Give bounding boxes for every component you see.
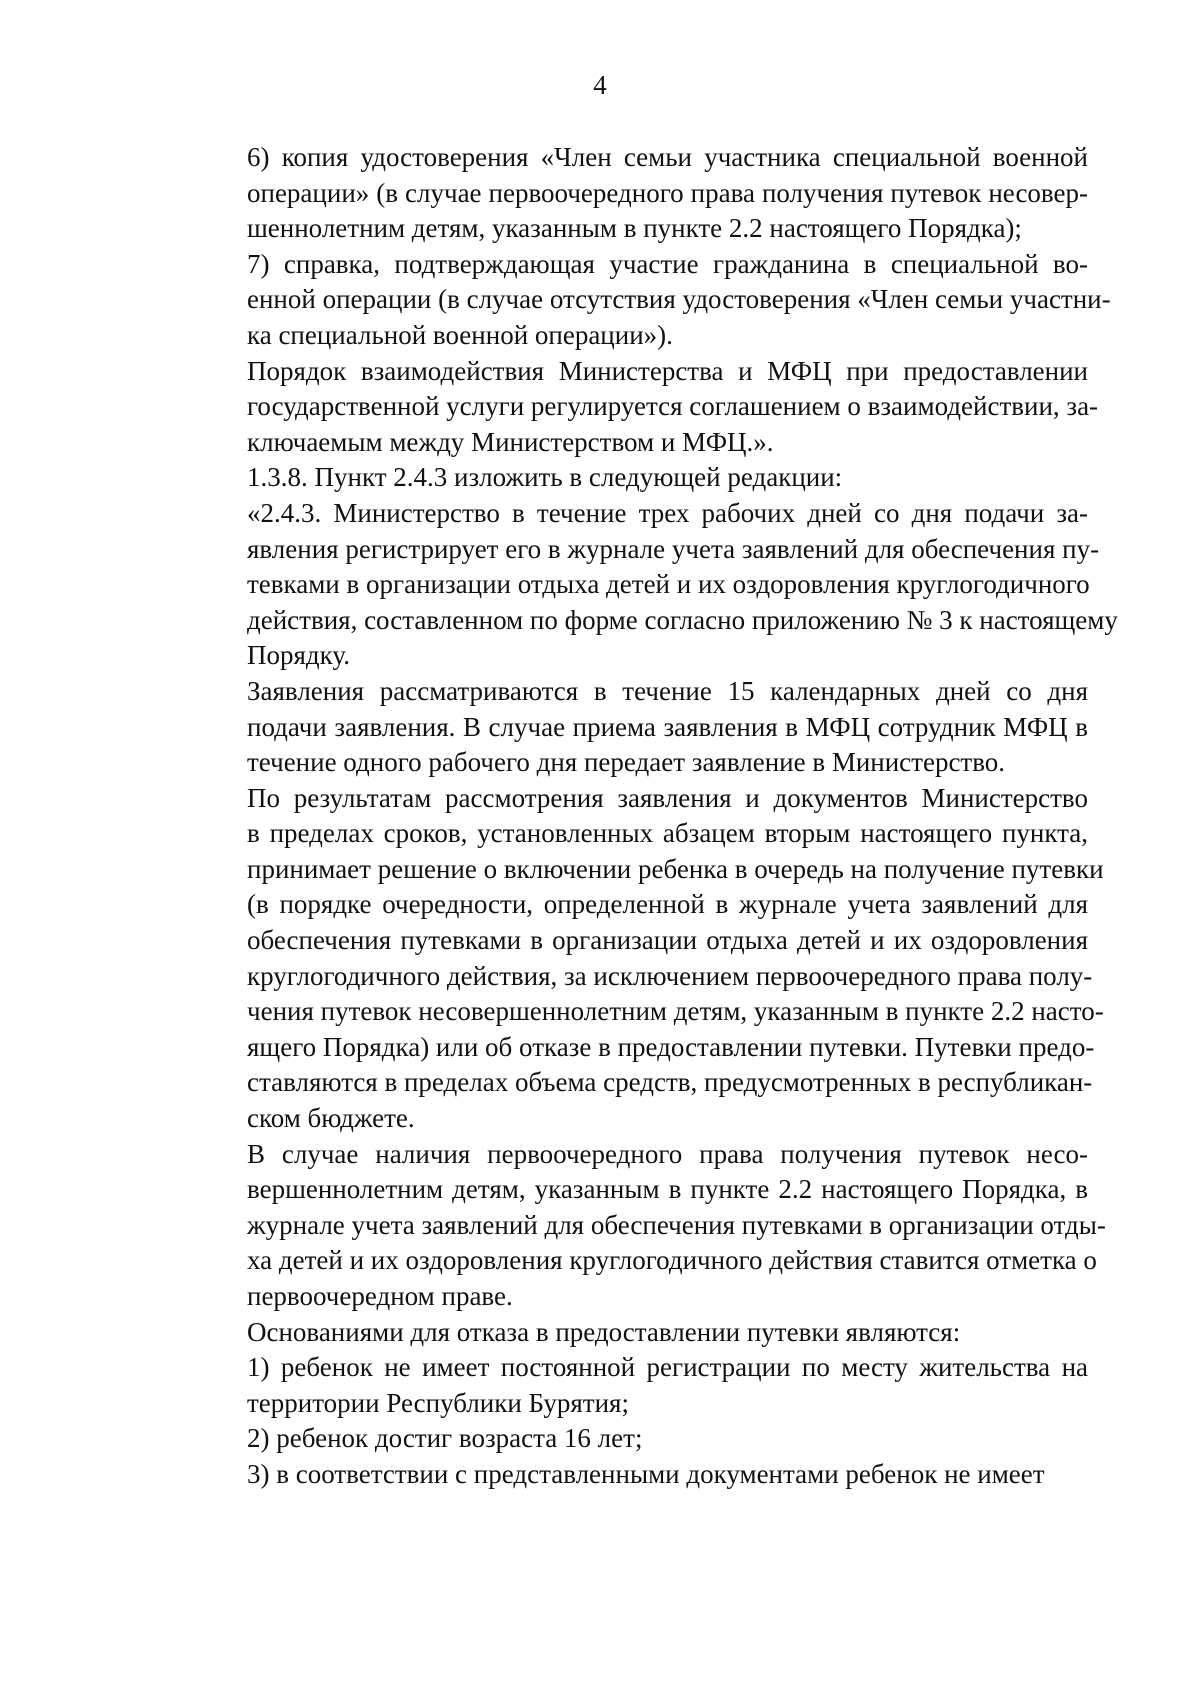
text-line: операции» (в случае первоочередного права получения путевок несовер-	[247, 177, 1088, 208]
text-line: «2.4.3. Министерство в течение трех рабочих дней со дня подачи за-	[247, 497, 1088, 528]
text-line: Заявления рассматриваются в течение 15 календарных дней со дня	[247, 675, 1088, 706]
paragraph	[172, 1350, 1088, 1421]
text-line: 1) ребенок не имеет постоянной регистрации по месту жительства на	[247, 1352, 1088, 1383]
text-line: явления регистрирует его в журнале учета заявлений для обеспечения пу-	[247, 533, 1100, 564]
paragraph	[172, 247, 1111, 354]
text-line: территории Республики Бурятия;	[247, 1387, 629, 1418]
text-line: 6) копия удостоверения «Член семьи участника специальной военной	[247, 142, 1088, 172]
text-line: первоочередном праве.	[247, 1281, 513, 1311]
paragraph	[172, 1457, 1088, 1493]
paragraph	[172, 354, 1099, 461]
paragraph	[172, 460, 1088, 496]
text-line: принимает решение о включении ребенка в очередь на получение путевки	[247, 853, 1104, 884]
text-line: ставляются в пределах объема средств, предусмотренных в республикан-	[247, 1067, 1093, 1098]
text-line: 7) справка, подтверждающая участие гражданина в специальной во-	[247, 248, 1088, 279]
text-line: Порядок взаимодействия Министерства и МФЦ при предоставлении	[247, 355, 1088, 386]
paragraph	[172, 781, 1104, 1137]
page-number: 4	[593, 70, 607, 100]
text-line: государственной услуги регулируется соглашением о взаимодействии, за-	[247, 391, 1099, 422]
text-line: круглогодичного действия, за исключением первоочередного права полу-	[247, 960, 1093, 991]
text-line: Порядку.	[247, 640, 350, 671]
paragraph	[172, 1421, 1088, 1457]
text-line: течение одного рабочего дня передает заявление в Министерство.	[247, 747, 1006, 778]
text-line: В случае наличия первоочередного права получения путевок несо-	[247, 1138, 1088, 1169]
paragraph	[172, 674, 1088, 781]
text-line: чения путевок несовершеннолетним детям, указанным в пункте 2.2 насто-	[247, 996, 1104, 1027]
document-body	[172, 140, 1118, 1493]
text-line: енной операции (в случае отсутствия удостоверения «Член семьи участни-	[247, 284, 1111, 315]
text-line: По результатам рассмотрения заявления и документов Министерство	[247, 782, 1088, 813]
text-line: 3) в соответствии с представленными документами ребенок не имеет	[247, 1458, 1045, 1489]
text-line: Основаниями для отказа в предоставлении путевки являются:	[247, 1316, 961, 1347]
text-line: ящего Порядка) или об отказе в предоставлении путевки. Путевки предо-	[247, 1031, 1095, 1062]
text-line: действия, составленном по форме согласно приложению № 3 к настоящему	[247, 604, 1118, 635]
text-line: журнале учета заявлений для обеспечения путевками в организации отды-	[247, 1209, 1106, 1240]
paragraph	[172, 140, 1088, 247]
paragraph	[172, 1137, 1106, 1315]
paragraph	[172, 496, 1118, 674]
paragraph	[172, 1315, 1088, 1351]
text-line: ка специальной военной операции»).	[247, 319, 673, 350]
text-line: подачи заявления. В случае приема заявления в МФЦ сотрудник МФЦ в	[247, 711, 1088, 742]
text-line: (в порядке очередности, определенной в журнале учета заявлений для	[247, 889, 1088, 920]
text-line: 2) ребенок достиг возраста 16 лет;	[247, 1423, 643, 1454]
text-line: тевками в организации отдыха детей и их оздоровления круглогодичного	[247, 569, 1090, 600]
text-line: в пределах сроков, установленных абзацем вторым настоящего пункта,	[247, 818, 1088, 849]
text-line: ключаемым между Министерством и МФЦ.».	[247, 426, 774, 457]
text-line: 1.3.8. Пункт 2.4.3 изложить в следующей редакции:	[247, 462, 843, 493]
text-line: обеспечения путевками в организации отдыха детей и их оздоровления	[247, 925, 1088, 956]
text-line: ха детей и их оздоровления круглогодичного действия ставится отметка о	[247, 1245, 1097, 1276]
text-line: шеннолетним детям, указанным в пункте 2.2 настоящего Порядка);	[247, 213, 1022, 244]
text-line: вершеннолетним детям, указанным в пункте 2.2 настоящего Порядка, в	[247, 1174, 1088, 1205]
text-line: ском бюджете.	[247, 1103, 415, 1134]
